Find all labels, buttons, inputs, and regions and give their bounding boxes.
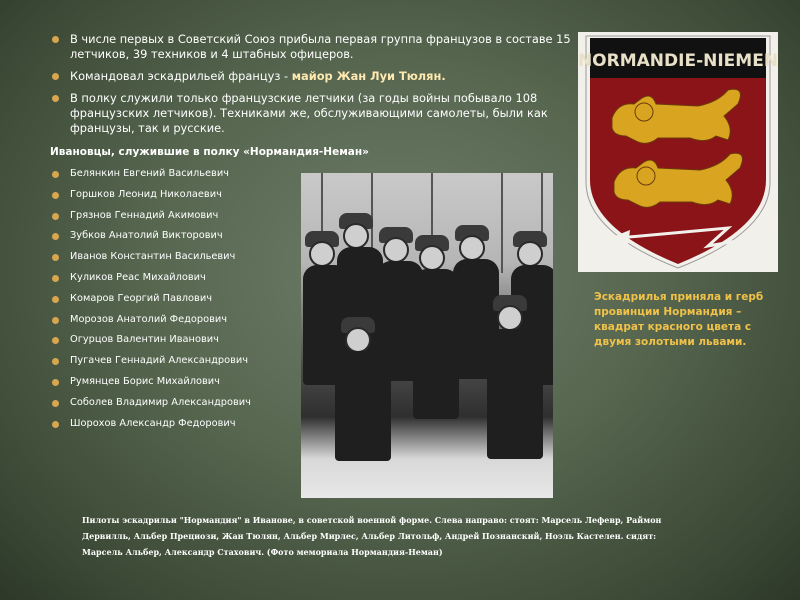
photo-tree [371,173,373,253]
shield-icon [578,32,778,272]
intro-bullet-2 [52,69,572,84]
intro-bullet-1-text: В числе первых в Советский Союз прибыла первая группа французов в составе 15 летчиков, 39 техников и 4 штабных офицеров. [70,32,571,61]
commander-name: майор Жан Луи Тюлян. [291,69,446,83]
people-list-item: Комаров Георгий Павлович [52,292,312,313]
people-list-item: Куликов Реас Михайлович [52,271,312,292]
group-photo [301,173,553,498]
intro-bullet-3-text: В полку служили только французские летчики (за годы войны побывало 108 французских летчиков). Техниками же, обслуживающими самолеты, были как французы, так и русские. [70,91,548,135]
people-list-item: Соболев Владимир Александрович [52,396,312,417]
normandie-niemen-emblem [578,32,778,272]
intro-bullet-2-text: Командовал эскадрильей француз - [70,69,292,83]
people-list-item: Морозов Анатолий Федорович [52,313,312,334]
people-list-item: Горшков Леонид Николаевич [52,188,312,209]
photo-tree [501,173,503,273]
emblem-description: Эскадрилья приняла и герб провинции Нормандия – квадрат красного цвета с двумя золотыми львами. [594,291,764,348]
photo-caption: Пилоты эскадрильи "Нормандия" в Иванове, в советской военной форме. Слева направо: стоят: Марсель Лефевр, Раймон Дервилль, Альбер Прециози, Жан Тюлян, Альбер Мирлес, Альбер Литольф, Андрей Познанский, Ноэль Кастелен. сидят: Марсель Альбер, Александр Стахович. (Фото мемориала Нормандия-Неман) [82,515,662,557]
people-list-item: Белянкин Евгений Васильевич [52,167,312,188]
people-list-item: Зубков Анатолий Викторович [52,229,312,250]
people-list-item: Огурцов Валентин Иванович [52,333,312,354]
people-list-item: Румянцев Борис Михайлович [52,375,312,396]
intro-bullet-list [52,32,572,143]
people-list-item: Грязнов Геннадий Акимович [52,209,312,230]
people-list [52,167,312,437]
intro-bullet-3 [52,91,572,136]
people-list-item: Шорохов Александр Федорович [52,417,312,438]
intro-bullet-1 [52,32,572,62]
people-list-item: Пугачев Геннадий Александрович [52,354,312,375]
emblem-banner-text: NORMANDIE-NIEMEN [578,51,778,71]
people-list-heading: Ивановцы, служившие в полку «Нормандия-Неман» [50,146,369,158]
people-list-item: Иванов Константин Васильевич [52,250,312,271]
